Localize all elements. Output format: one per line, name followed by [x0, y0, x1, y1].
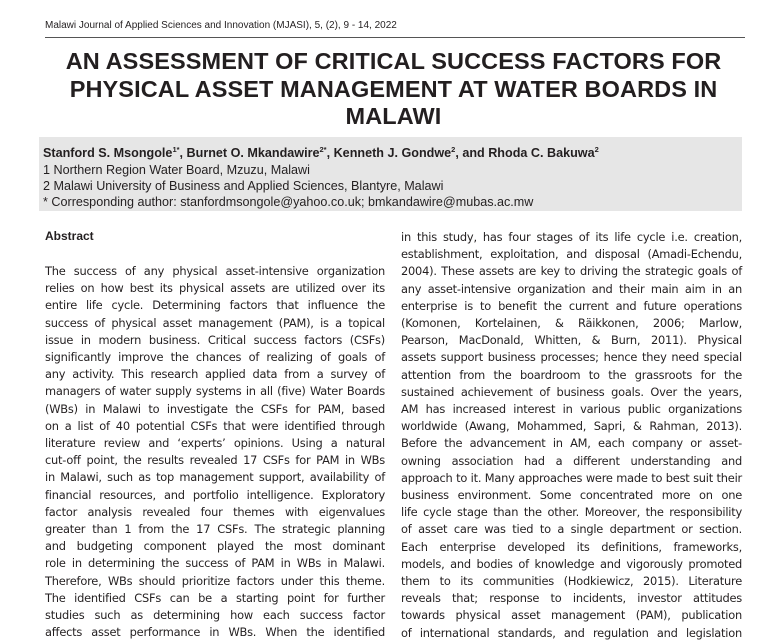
text-line: cut-off point, the results revealed 17 CSFs for PAM in WBs — [45, 453, 385, 468]
corresponding-author: * Corresponding author: stanfordmsongole@yahoo.co.uk; bmkandawire@mubas.ac.mw — [43, 195, 534, 209]
text-line: greater than 1 from the 17 CSFs. The strategic planning — [45, 522, 385, 537]
text-line: life cycle stage than the other. Moreover, the responsibility — [401, 505, 742, 520]
text-line: on a list of 40 potential CSFs that were identified through — [45, 418, 385, 433]
text-line: of asset care was tied to a single department or section. — [401, 522, 742, 537]
text-line: any asset-intensive organization and their main aim in an — [401, 281, 742, 296]
author-sup: 2 — [594, 144, 599, 154]
text-line: business environment. Some concentrated more on one — [401, 488, 742, 503]
text-line: financial resources, and portfolio intelligence. Exploratory — [45, 487, 385, 502]
text-line: them to its communities (Hodkiewicz, 2015). Literature — [401, 574, 742, 589]
author-list — [43, 146, 599, 160]
affiliation: 2 Malawi University of Business and Applied Sciences, Blantyre, Malawi — [43, 179, 444, 193]
title-line: AN ASSESSMENT OF CRITICAL SUCCESS FACTORS FOR — [65, 48, 722, 74]
paper-title — [45, 48, 742, 131]
text-line: affects asset performance in WBs. When the identified — [45, 625, 385, 640]
text-line: Therefore, WBs should prioritize factors under this theme. — [45, 573, 385, 588]
text-line: approach to it. Many approaches were made to best suit their — [401, 470, 742, 485]
text-line: literature review and ‘experts’ opinions. Using a natural — [45, 436, 385, 451]
text-line: Each enterprise developed its definitions, frameworks, — [401, 539, 742, 554]
text-line: in this study, has four stages of its life cycle i.e. creation, — [401, 230, 742, 244]
text-line: entire life cycle. Determining factors that influence the — [45, 298, 385, 313]
text-line: 2004). These assets are key to driving the strategic goals of — [401, 264, 742, 279]
abstract-text — [45, 263, 385, 641]
text-line: sustained achievement of business goals. Over the years, — [401, 384, 742, 399]
author-sup: 2 — [451, 144, 456, 154]
body-text-right-column — [401, 229, 742, 642]
text-line: (WBs) in Malawi to investigate the CSFs for PAM, based — [45, 401, 385, 416]
text-line: any activity. This research applied data from a survey of — [45, 367, 385, 382]
title-line: PHYSICAL ASSET MANAGEMENT AT WATER BOARDS IN — [69, 75, 718, 102]
text-line: towards physical asset management (PAM), publication — [401, 608, 742, 623]
author-name: , Burnet O. Mkandawire — [179, 146, 320, 160]
text-line: reveals that; response to incidents, investor attitudes — [401, 591, 742, 606]
author-name: , and Rhoda C. Bakuwa — [455, 146, 595, 160]
text-line: attention from the boardroom to the grassroots for the — [401, 367, 742, 382]
author-name: Stanford S. Msongole — [43, 146, 173, 160]
text-line: and budgeting component played the most dominant — [45, 539, 385, 554]
text-line: managers of water supply systems in all (five) Water Boards — [45, 384, 385, 399]
text-line: owning association had a different understanding and — [401, 453, 742, 468]
text-line: AM has increased interest in various public organizations — [401, 402, 742, 417]
title-line: MALAWI — [345, 103, 442, 129]
journal-header: Malawi Journal of Applied Sciences and Innovation (MJASI), 5, (2), 9 - 14, 2022 — [45, 20, 397, 31]
text-line: assets support business processes; hence they need special — [401, 350, 742, 365]
text-line: models, and bodies of knowledge and vigorously promoted — [401, 556, 742, 571]
affiliation: 1 Northern Region Water Board, Mzuzu, Malawi — [43, 163, 310, 177]
text-line: relies on how best its physical assets are utilized over its — [45, 281, 385, 296]
text-line: worldwide (Awang, Mohammed, Sapri, & Rahman, 2013). — [401, 419, 742, 434]
text-line: establishment, exploitation, and disposal (Amadi-Echendu, — [401, 247, 742, 262]
text-line: role in determining the success of PAM in WBs in Malawi. — [45, 556, 385, 571]
text-line: (Komonen, Kortelainen, & Räikkonen, 2006; Marlow, — [401, 316, 742, 331]
text-line: issue in modern business. Critical success factors (CSFs) — [45, 332, 385, 347]
text-line: enterprise is to benefit the current and future operations — [401, 298, 742, 313]
text-line: of international standards, and regulation and legislation — [401, 625, 742, 640]
text-line: studies such as determining how each success factor — [45, 608, 385, 623]
header-rule — [45, 37, 745, 38]
text-line: in Malawi, such as top management support, availability of — [45, 470, 385, 485]
text-line: Pearson, MacDonald, Whitten, & Burn, 2011). Physical — [401, 333, 742, 348]
author-name: , Kenneth J. Gondwe — [326, 146, 452, 160]
text-line: The identified CSFs can be a starting point for further — [45, 590, 385, 605]
text-line: significantly improve the chances of realizing of goals of — [45, 350, 385, 365]
author-sup: 2* — [319, 144, 327, 154]
text-line: factor analysis revealed four themes with eigenvalues — [45, 504, 385, 519]
author-sup: 1* — [172, 144, 180, 154]
abstract-heading: Abstract — [45, 229, 94, 243]
text-line: Before the advancement in AM, each company or asset- — [401, 436, 742, 451]
text-line: success of physical asset management (PAM), is a topical — [45, 315, 385, 330]
text-line: The success of any physical asset-intensive organization — [45, 264, 385, 278]
